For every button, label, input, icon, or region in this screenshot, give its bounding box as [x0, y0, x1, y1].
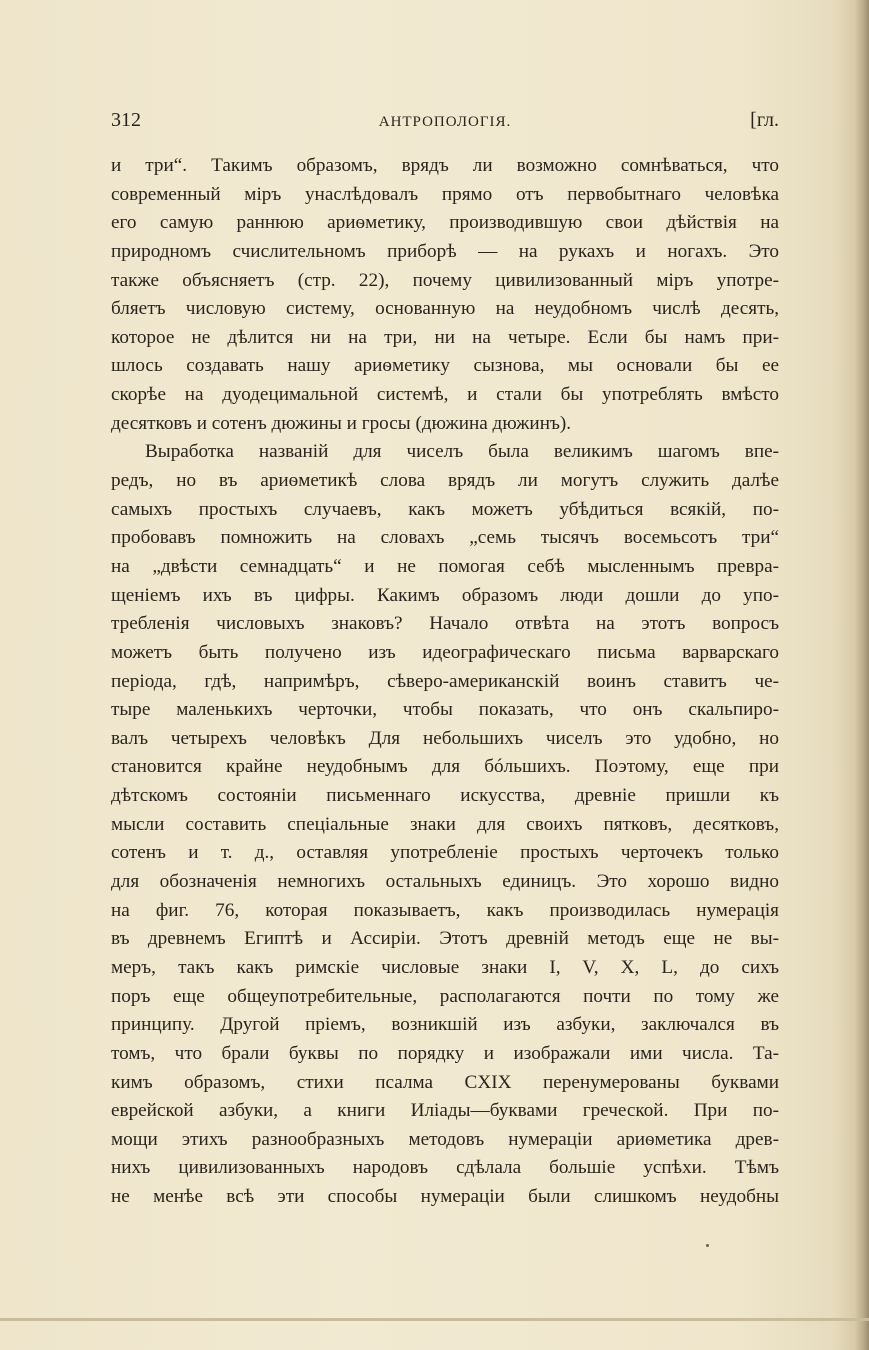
- text-line: также объясняетъ (стр. 22), почему цивилизованный міръ употре-: [111, 269, 779, 291]
- text-line: мысли составить спеціальные знаки для своихъ пятковъ, десятковъ,: [111, 813, 779, 835]
- text-line: не менѣе всѣ эти способы нумераціи были слишкомъ неудобны: [111, 1186, 779, 1208]
- text-line: періода, гдѣ, напримѣръ, сѣверо-американскій воинъ ставитъ че-: [111, 670, 779, 692]
- text-line: принципу. Другой пріемъ, возникшій изъ азбуки, заключался въ: [111, 1014, 779, 1036]
- text-line: поръ еще общеупотребительные, располагаются почти по тому же: [111, 985, 779, 1007]
- page-header: [111, 105, 779, 139]
- text-line: требленія числовыхъ знаковъ? Начало отвѣта на этотъ вопросъ: [111, 613, 779, 635]
- paper-speck: [706, 1244, 709, 1247]
- text-line: мощи этихъ разнообразныхъ методовъ нумераціи ариѳметика древ-: [111, 1128, 779, 1150]
- text-line: современный міръ унаслѣдовалъ прямо отъ первобытнаго человѣка: [111, 183, 779, 205]
- text-line: меръ, такъ какъ римскіе числовые знаки I, V, X, L, до сихъ: [111, 956, 779, 978]
- text-line: томъ, что брали буквы по порядку и изображали ими числа. Та-: [111, 1042, 779, 1064]
- text-line: тыре маленькихъ черточки, чтобы показать, что онъ скальпиро-: [111, 699, 779, 721]
- text-line: въ древнемъ Египтѣ и Ассиріи. Этотъ древній методъ еще не вы-: [111, 928, 779, 950]
- text-line: на „двѣсти семнадцать“ и не помогая себѣ мысленнымъ превра-: [111, 555, 779, 577]
- text-line: десятковъ и сотенъ дюжины и гросы (дюжина дюжинъ).: [111, 412, 572, 434]
- text-line: скорѣе на дуодецимальной системѣ, и стали бы употреблять вмѣсто: [111, 384, 779, 406]
- text-line: редъ, но въ ариѳметикѣ слова врядъ ли могутъ служить далѣе: [111, 470, 779, 492]
- running-title: АНТРОПОЛОГІЯ.: [378, 114, 512, 130]
- text-line: можетъ быть получено изъ идеографическаго письма варварскаго: [111, 641, 779, 663]
- chapter-marker: [гл.: [750, 109, 779, 131]
- text-line: щеніемъ ихъ въ цифры. Какимъ образомъ люди дошли до упо-: [111, 584, 779, 606]
- text-line: шлось создавать нашу ариѳметику сызнова, мы основали бы ее: [111, 355, 779, 377]
- page-edge-shadow: [855, 0, 869, 1350]
- body-text: [111, 152, 779, 1212]
- text-line: дѣтскомъ состояніи письменнаго искусства, древніе пришли къ: [111, 785, 779, 807]
- text-line: самыхъ простыхъ случаевъ, какъ можетъ убѣдиться всякій, по-: [111, 498, 779, 520]
- text-line: и три“. Такимъ образомъ, врядъ ли возможно сомнѣваться, что: [111, 155, 779, 176]
- text-line: кимъ образомъ, стихи псалма CXIX перенумерованы буквами: [111, 1071, 779, 1093]
- text-line: которое не дѣлится ни на три, ни на четыре. Если бы намъ при-: [111, 326, 779, 348]
- text-line: Выработка названій для чиселъ была великимъ шагомъ впе-: [145, 441, 779, 463]
- text-line: валъ четырехъ человѣкъ Для небольшихъ чиселъ это удобно, но: [111, 727, 779, 749]
- text-line: становится крайне неудобнымъ для бóльшихъ. Поэтому, еще при: [111, 756, 779, 778]
- text-line: его самую раннюю ариѳметику, производившую свои дѣйствія на: [111, 212, 779, 234]
- text-line: еврейской азбуки, а книги Иліады—буквами греческой. При по-: [111, 1100, 779, 1122]
- text-line: на фиг. 76, которая показываетъ, какъ производилась нумерація: [111, 899, 779, 921]
- text-line: сотенъ и т. д., оставляя употребленіе простыхъ черточекъ только: [111, 842, 779, 864]
- text-line: нихъ цивилизованныхъ народовъ сдѣлала большіе успѣхи. Тѣмъ: [111, 1157, 779, 1179]
- page-number: 312: [111, 109, 141, 131]
- text-line: бляетъ числовую систему, основанную на неудобномъ числѣ десять,: [111, 298, 779, 320]
- text-line: пробовавъ помножить на словахъ „семь тысячъ восемьсотъ три“: [111, 527, 779, 549]
- text-line: природномъ счислительномъ приборѣ — на рукахъ и ногахъ. Это: [111, 240, 779, 262]
- text-line: для обозначенія немногихъ остальныхъ единицъ. Это хорошо видно: [111, 871, 779, 893]
- page-bottom-edge: [0, 1318, 869, 1321]
